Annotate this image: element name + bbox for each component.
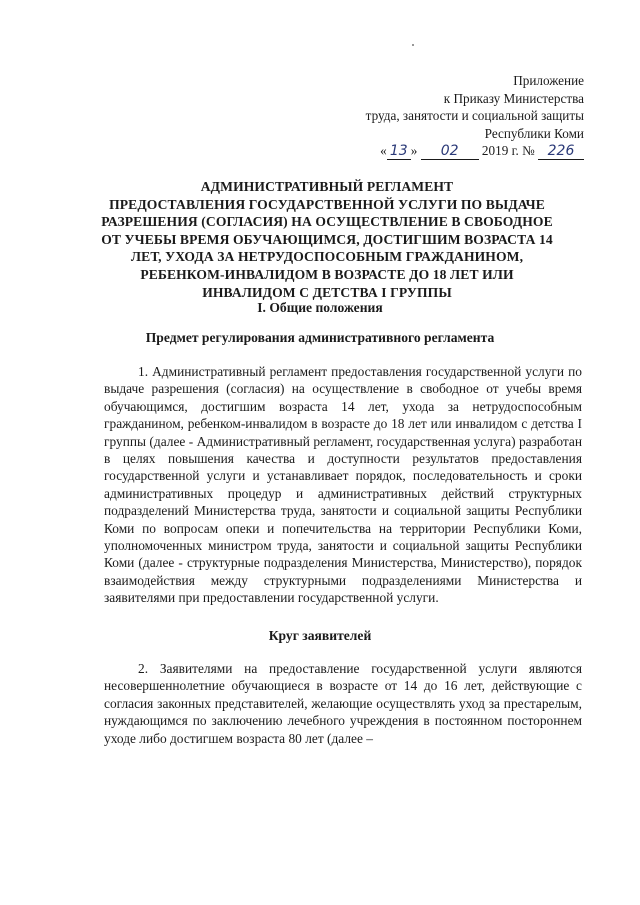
- date-day-handwritten: 13: [387, 144, 411, 160]
- scan-speck: [412, 44, 414, 46]
- subject-heading: Предмет регулирования административного регламента: [145, 330, 495, 345]
- appendix-ministry: труда, занятости и социальной защиты: [365, 108, 584, 123]
- applicants-heading: Круг заявителей: [268, 628, 372, 643]
- title-line: ЛЕТ, УХОДА ЗА НЕТРУДОСПОСОБНЫМ ГРАЖДАНИНОМ,: [130, 249, 524, 265]
- date-year-label: 2019 г. №: [481, 143, 535, 158]
- title-line: ОТ УЧЕБЫ ВРЕМЯ ОБУЧАЮЩИМСЯ, ДОСТИГШИМ ВОЗРАСТА 14: [101, 231, 553, 247]
- title-line: РАЗРЕШЕНИЯ (СОГЛАСИЯ) НА ОСУЩЕСТВЛЕНИЕ В СВОБОДНОЕ: [101, 214, 553, 230]
- paragraph-2: 2. Заявителями на предоставление государственной услуги являются несовершеннолетние обучающиеся в возрасте от 14 до 16 лет, действующие с согласия законных представителей, желающие осуществлять уход за престарелым, нуждающимся по заключению лечебного учреждения в постоянном постороннем уходе либо достигшем возраста 80 лет (далее –: [104, 661, 582, 746]
- appendix-label: Приложение: [513, 73, 584, 88]
- section-heading: I. Общие положения: [257, 300, 383, 315]
- order-number-handwritten: 226: [538, 144, 584, 160]
- document-title: [72, 178, 582, 301]
- date-quote-close: »: [410, 143, 418, 158]
- title-line: ПРЕДОСТАВЛЕНИЯ ГОСУДАРСТВЕННОЙ УСЛУГИ ПО ВЫДАЧЕ: [109, 196, 545, 212]
- title-line: АДМИНИСТРАТИВНЫЙ РЕГЛАМЕНТ: [200, 179, 454, 194]
- appendix-republic: Республики Коми: [484, 125, 584, 141]
- appendix-order-ref: к Приказу Министерства: [443, 90, 584, 106]
- date-month-handwritten: 02: [421, 144, 479, 160]
- title-line: ИНВАЛИДОМ С ДЕТСТВА I ГРУППЫ: [202, 284, 452, 300]
- appendix-date-line: [366, 142, 584, 160]
- appendix-block: [366, 72, 584, 160]
- title-line: РЕБЕНКОМ-ИНВАЛИДОМ В ВОЗРАСТЕ ДО 18 ЛЕТ ИЛИ: [140, 266, 514, 282]
- paragraph-1: 1. Административный регламент предоставления государственной услуги по выдаче разрешения (согласия) на осуществление в свободное от учебы время обучающимся, достигшим возраста 14 лет, ухода за нетрудоспособным гражданином, ребенком-инвалидом в возрасте до 18 лет или инвалидом с детства I группы (далее - Административный регламент, государственная услуга) разработан в целях повышения качества и доступности результатов предоставления государственной услуги и устанавливает порядок, последовательность и сроки административных процедур и административных действий структурных подразделений Министерства труда, занятости и социальной защиты Республики Коми по вопросам опеки и попечительства на территории Республики Коми, уполномоченных министром труда, занятости и социальной защиты Республики Коми (далее - структурные подразделения Министерства, Министерство), порядок взаимодействия между структурными подразделениями Министерства и заявителями при предоставлении государственной услуги.: [104, 364, 582, 606]
- date-quote-open: «: [380, 143, 387, 158]
